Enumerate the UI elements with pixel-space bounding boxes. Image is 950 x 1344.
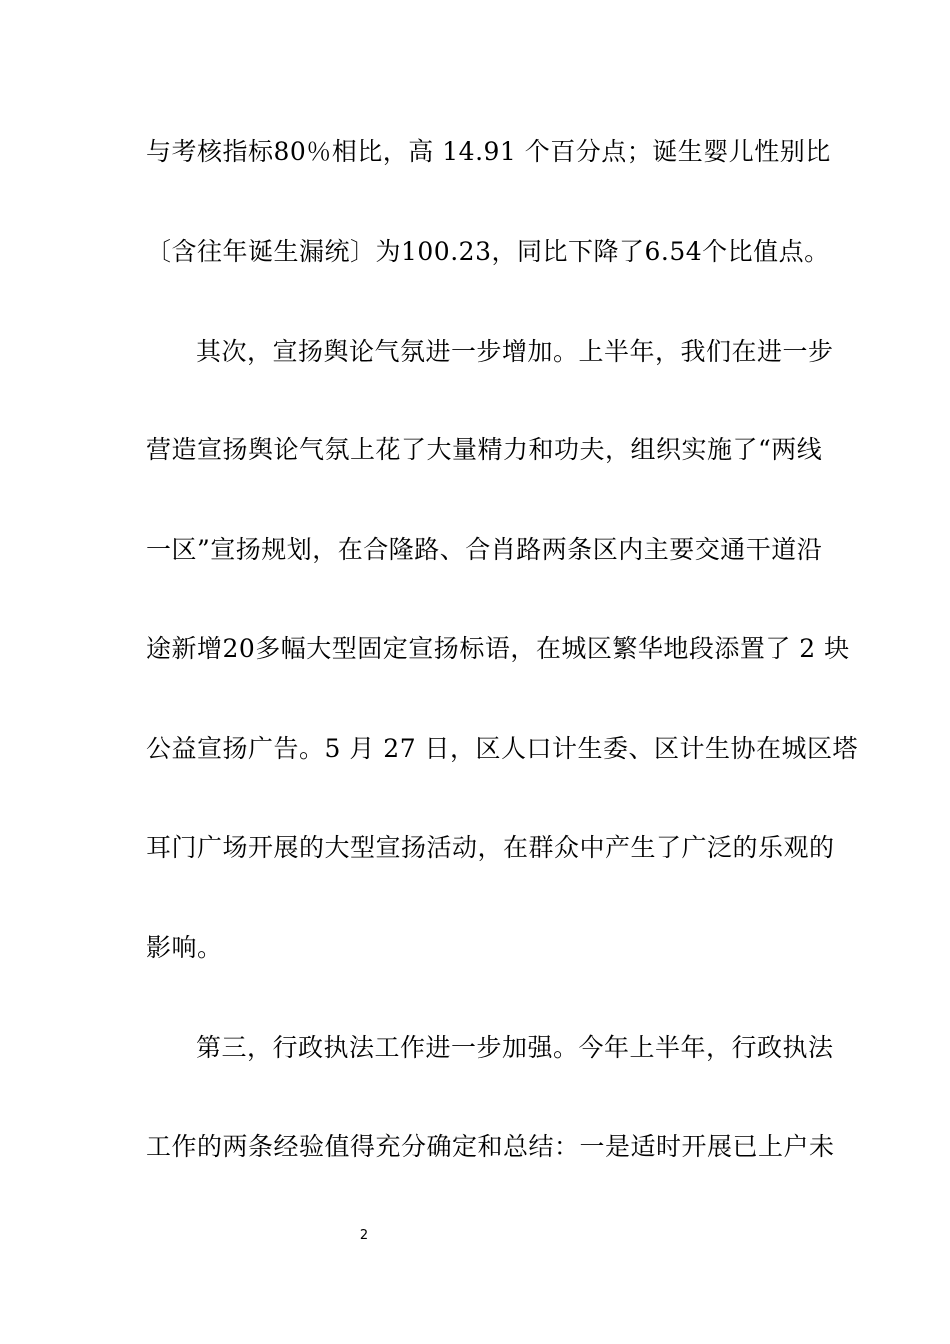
text-line-3: 其次，宣扬舆论气氛进一步增加。上半年，我们在进一步 xyxy=(196,337,834,366)
page-number: 2 xyxy=(359,1228,369,1243)
text-line-6: 途新增20多幅大型固定宣扬标语，在城区繁华地段添置了 2 块 xyxy=(146,634,850,663)
text-line-9: 影响。 xyxy=(146,933,223,962)
text-line-10: 第三，行政执法工作进一步加强。今年上半年，行政执法 xyxy=(196,1033,834,1062)
text-line-5: 一区”宣扬规划，在合隆路、合肖路两条区内主要交通干道沿 xyxy=(146,535,823,564)
text-line-4: 营造宣扬舆论气氛上花了大量精力和功夫，组织实施了“两线 xyxy=(146,435,823,464)
text-line-1: 与考核指标80％相比，高 14.91 个百分点；诞生婴儿性别比 xyxy=(146,137,831,166)
text-line-8: 耳门广场开展的大型宣扬活动，在群众中产生了广泛的乐观的 xyxy=(146,833,835,862)
text-line-2: 〔含往年诞生漏统〕为100.23，同比下降了6.54个比值点。 xyxy=(146,237,830,266)
text-line-7: 公益宣扬广告。5 月 27 日，区人口计生委、区计生协在城区塔 xyxy=(146,734,859,763)
text-line-11: 工作的两条经验值得充分确定和总结：一是适时开展已上户未 xyxy=(146,1132,835,1161)
